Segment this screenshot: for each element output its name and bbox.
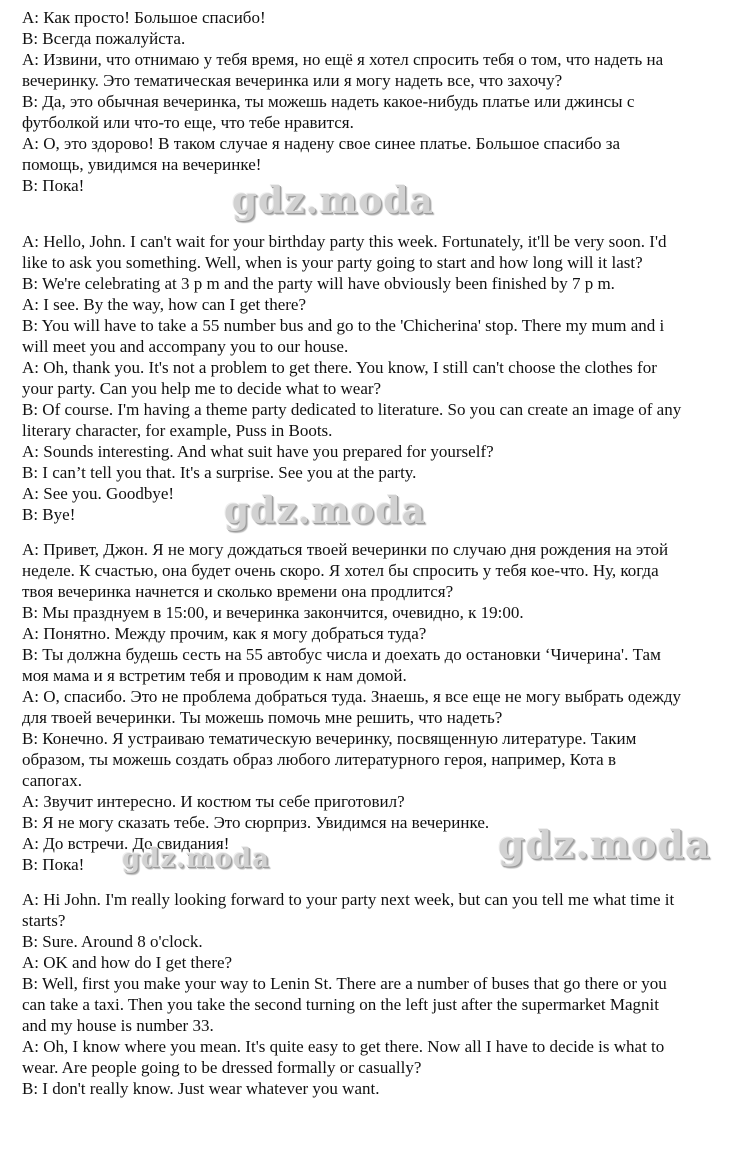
dialogue-line: B: Bye! xyxy=(22,505,76,524)
dialogue-line: сапогах. xyxy=(22,771,82,790)
dialogue-line: A: Oh, thank you. It's not a problem to get there. You know, I still can't choose the clothes for xyxy=(22,358,657,377)
watermark-logo: gdz.moda xyxy=(224,490,426,532)
dialogue-line: B: Всегда пожалуйста. xyxy=(22,29,186,48)
dialogue-line: B: You will have to take a 55 number bus and go to the 'Chicherina' stop. There my mum and i xyxy=(22,316,665,335)
dialogue-line: твоя вечеринка начнется и сколько времени она продлится? xyxy=(22,582,454,601)
dialogue-line: A: Привет, Джон. Я не могу дождаться твоей вечеринки по случаю дня рождения на этой xyxy=(22,540,669,559)
dialogue-line: футболкой или что-то еще, что тебе нравится. xyxy=(22,113,354,132)
dialogue-line: B: Мы празднуем в 15:00, и вечеринка закончится, очевидно, к 19:00. xyxy=(22,603,524,622)
dialogue-line: will meet you and accompany you to our house. xyxy=(22,337,349,356)
dialogue-line: B: Я не могу сказать тебе. Это сюрприз. Увидимся на вечеринке. xyxy=(22,813,490,832)
dialogue-line: помощь, увидимся на вечеринке! xyxy=(22,155,262,174)
dialogue-line: like to ask you something. Well, when is your party going to start and how long will it last? xyxy=(22,253,643,272)
dialogue-line: wear. Are people going to be dressed formally or casually? xyxy=(22,1058,422,1077)
dialogue-line: literary character, for example, Puss in Boots. xyxy=(22,421,333,440)
dialogue-line: A: Звучит интересно. И костюм ты себе приготовил? xyxy=(22,792,405,811)
dialogue-line: образом, ты можешь создать образ любого литературного героя, например, Кота в xyxy=(22,750,616,769)
dialogue-line: для твоей вечеринки. Ты можешь помочь мне решить, что надеть? xyxy=(22,708,503,727)
dialogue-line: вечеринку. Это тематическая вечеринка или я могу надеть все, что захочу? xyxy=(22,71,563,90)
dialogue-line: A: Понятно. Между прочим, как я могу добраться туда? xyxy=(22,624,427,643)
dialogue-line: A: Hello, John. I can't wait for your birthday party this week. Fortunately, it'll be very soon. I'd xyxy=(22,232,667,251)
dialogue-line: B: We're celebrating at 3 p m and the party will have obviously been finished by 7 p m. xyxy=(22,274,615,293)
dialogue-line: A: I see. By the way, how can I get there? xyxy=(22,295,307,314)
dialogue-english-2 xyxy=(22,889,734,1099)
watermark-logo: gdz.moda xyxy=(498,822,711,867)
dialogue-line: A: Oh, I know where you mean. It's quite easy to get there. Now all I have to decide is what to xyxy=(22,1037,665,1056)
dialogue-line: B: Пока! xyxy=(22,176,85,195)
dialogue-line: A: Hi John. I'm really looking forward to your party next week, but can you tell me what time it xyxy=(22,890,675,909)
dialogue-line: your party. Can you help me to decide what to wear? xyxy=(22,379,382,398)
watermark-logo: gdz.moda xyxy=(232,180,434,222)
watermark-logo: gdz.moda xyxy=(122,844,271,874)
dialogue-line: starts? xyxy=(22,911,66,930)
dialogue-line: B: I can’t tell you that. It's a surprise. See you at the party. xyxy=(22,463,417,482)
dialogue-line: B: Да, это обычная вечеринка, ты можешь надеть какое-нибудь платье или джинсы с xyxy=(22,92,635,111)
dialogue-line: неделе. К счастью, она будет очень скоро. Я хотел бы спросить у тебя кое-что. Ну, когда xyxy=(22,561,659,580)
dialogue-line: A: О, это здорово! В таком случае я надену свое синее платье. Большое спасибо за xyxy=(22,134,620,153)
dialogue-line: B: Конечно. Я устраиваю тематическую вечеринку, посвященную литературе. Таким xyxy=(22,729,637,748)
dialogue-line: A: Sounds interesting. And what suit have you prepared for yourself? xyxy=(22,442,494,461)
dialogue-line: B: Ты должна будешь сесть на 55 автобус числа и доехать до остановки ‘Чичерина'. Там xyxy=(22,645,661,664)
dialogue-english-1 xyxy=(22,231,734,525)
dialogue-line: B: Пока! xyxy=(22,855,85,874)
dialogue-line: моя мама и я встретим тебя и проводим к нам домой. xyxy=(22,666,407,685)
dialogue-line: and my house is number 33. xyxy=(22,1016,214,1035)
dialogue-line: A: О, спасибо. Это не проблема добраться туда. Знаешь, я все еще не могу выбрать одежду xyxy=(22,687,682,706)
dialogue-line: A: Извини, что отнимаю у тебя время, но ещё я хотел спросить тебя о том, что надеть на xyxy=(22,50,664,69)
dialogue-line: A: Как просто! Большое спасибо! xyxy=(22,8,266,27)
dialogue-line: can take a taxi. Then you take the second turning on the left just after the supermarket Magnit xyxy=(22,995,659,1014)
dialogue-line: B: Sure. Around 8 o'clock. xyxy=(22,932,203,951)
dialogue-line: A: OK and how do I get there? xyxy=(22,953,233,972)
dialogue-line: B: Well, first you make your way to Lenin St. There are a number of buses that go there or you xyxy=(22,974,667,993)
dialogue-russian-1 xyxy=(22,7,734,196)
dialogue-line: A: До встречи. До свидания! xyxy=(22,834,230,853)
dialogue-line: B: I don't really know. Just wear whatever you want. xyxy=(22,1079,380,1098)
dialogue-line: B: Of course. I'm having a theme party dedicated to literature. So you can create an image of any xyxy=(22,400,682,419)
dialogue-line: A: See you. Goodbye! xyxy=(22,484,175,503)
